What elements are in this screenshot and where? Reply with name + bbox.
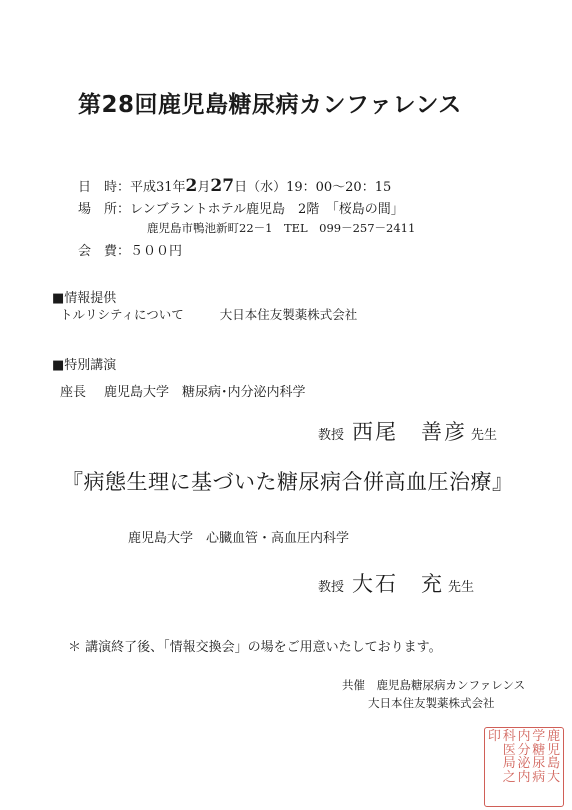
date-suffix: 日（水）19：00〜20：15	[234, 180, 392, 195]
seal-char: 印	[487, 729, 501, 744]
seal-char: 鹿	[547, 729, 561, 744]
info-company: 大日本住友製薬株式会社	[219, 307, 358, 322]
lecture-title: 『病態生理に基づいた糖尿病合併高血圧治療』	[62, 470, 514, 494]
seal-column	[531, 730, 546, 804]
event-fee-row	[78, 240, 182, 259]
seal-char: 医	[502, 742, 516, 758]
fee-value: ５００円	[130, 244, 183, 259]
seal-column	[502, 730, 517, 804]
page-title: 第28回鹿児島糖尿病カンファレンス	[78, 92, 462, 118]
seal-char: 糖	[532, 742, 546, 758]
info-section-heading: ■情報提供	[52, 291, 117, 306]
seal-char: 科	[502, 729, 516, 744]
seal-characters	[487, 730, 561, 804]
seal-char: 島	[547, 756, 561, 771]
reception-note: ＊ 講演終了後、「情報交換会」の場をご用意いたしております。	[68, 640, 442, 655]
date-month-suffix: 月	[197, 180, 211, 195]
chair-suffix: 先生	[471, 428, 498, 443]
chair-affiliation: 鹿児島大学 糖尿病･内分泌内科学	[104, 385, 306, 400]
place-label: 場 所：	[78, 202, 131, 217]
special-section-heading: ■特別講演	[52, 358, 117, 373]
seal-column	[546, 730, 561, 804]
chair-person	[318, 416, 497, 446]
speaker-rank: 教授	[318, 580, 345, 595]
event-date-row	[78, 176, 391, 196]
date-label: 日 時：	[78, 180, 131, 195]
chair-label: 座長	[60, 385, 87, 400]
seal-column	[517, 730, 532, 804]
seal-char: 学	[532, 729, 546, 744]
date-day: 27	[210, 176, 235, 196]
red-seal-stamp	[484, 727, 564, 807]
seal-char: 之	[502, 769, 516, 785]
speaker-person	[318, 568, 474, 598]
seal-char: 大	[547, 769, 561, 785]
event-place-row	[78, 198, 404, 217]
speaker-suffix: 先生	[448, 580, 475, 595]
chair-line	[60, 381, 306, 400]
place-value: レンブラントホテル鹿児島 2階 「桜島の間」	[130, 202, 404, 217]
seal-char: 泌	[517, 756, 531, 771]
info-topic: トルリシティについて	[60, 307, 184, 322]
speaker-affiliation: 鹿児島大学 心臓血管・高血圧内科学	[128, 531, 350, 546]
seal-char: 内	[517, 729, 531, 744]
chair-name: 西尾 善彦	[352, 420, 468, 444]
seal-char: 内	[517, 769, 531, 785]
fee-label: 会 費：	[78, 244, 131, 259]
seal-char: 局	[502, 756, 516, 771]
seal-char: 児	[547, 742, 561, 758]
chair-rank: 教授	[318, 428, 345, 443]
co-sponsor-line: 共催 鹿児島糖尿病カンファレンス	[342, 678, 526, 692]
seal-char: 病	[532, 769, 546, 785]
speaker-name: 大石 充	[352, 572, 445, 596]
seal-char: 分	[517, 742, 531, 758]
info-section-line	[60, 305, 357, 323]
date-prefix: 平成31年	[130, 180, 186, 195]
seal-column	[487, 730, 502, 804]
seal-char: 尿	[532, 756, 546, 771]
date-month: 2	[185, 176, 198, 196]
sponsor-company: 大日本住友製薬株式会社	[368, 696, 495, 710]
event-address: 鹿児島市鴨池新町22－1 TEL 099－257－2411	[147, 221, 416, 235]
